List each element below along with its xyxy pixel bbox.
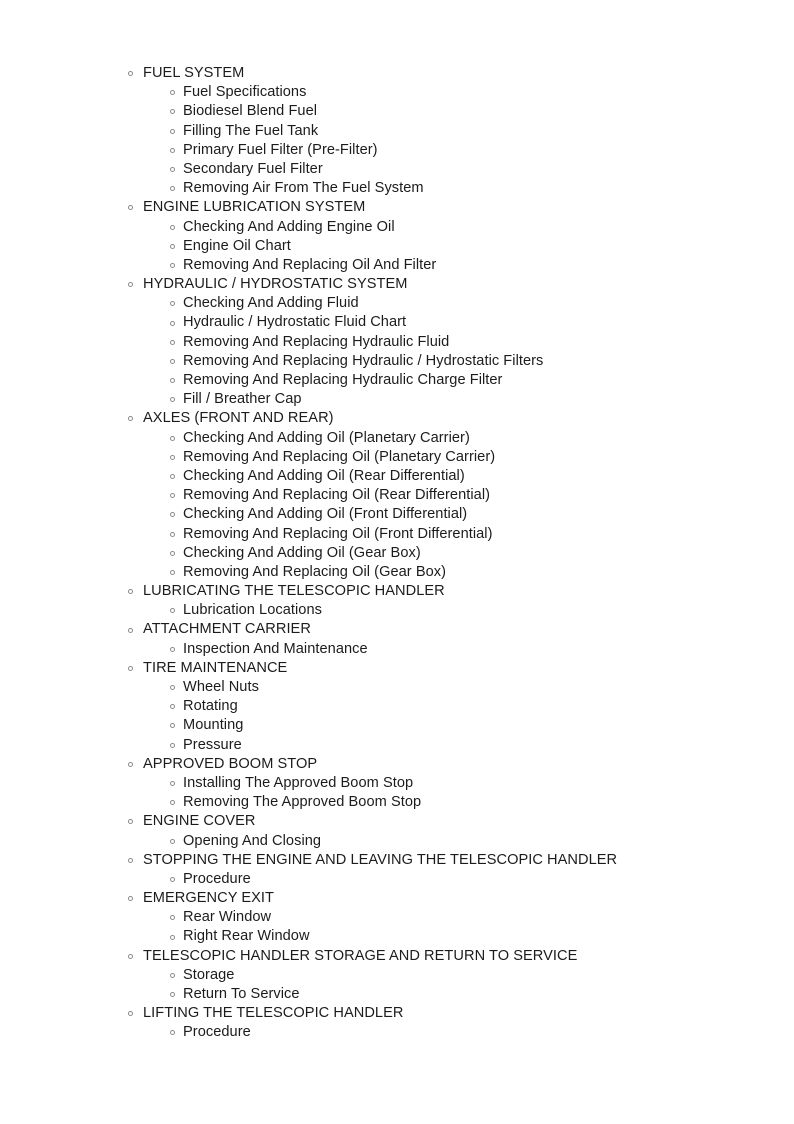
subsection-item: [170, 256, 617, 275]
toc-section: [128, 851, 617, 889]
hollow-bullet-icon: [128, 282, 133, 287]
section-title: LIFTING THE TELESCOPIC HANDLER: [143, 1005, 404, 1022]
subsection-label: Removing Air From The Fuel System: [183, 180, 424, 197]
subsection-item: [170, 505, 617, 524]
hollow-bullet-icon: [170, 340, 175, 345]
toc-section: [128, 198, 617, 275]
section-title: TELESCOPIC HANDLER STORAGE AND RETURN TO SERVICE: [143, 947, 578, 964]
subsection-label: Removing The Approved Boom Stop: [183, 794, 422, 811]
subsection-label: Removing And Replacing Oil (Gear Box): [183, 563, 447, 580]
hollow-bullet-icon: [170, 723, 175, 728]
section-heading-row: [128, 198, 617, 217]
subsection-item: [170, 122, 617, 141]
section-heading-row: [128, 1004, 617, 1023]
subsection-list: [128, 678, 617, 755]
subsection-label: Removing And Replacing Hydraulic Fluid: [183, 333, 450, 350]
hollow-bullet-icon: [170, 109, 175, 114]
subsection-item: [170, 371, 617, 390]
subsection-label: Checking And Adding Oil (Rear Differential): [183, 467, 465, 484]
hollow-bullet-icon: [170, 570, 175, 575]
hollow-bullet-icon: [170, 225, 175, 230]
subsection-list: [128, 966, 617, 1004]
subsection-item: [170, 716, 617, 735]
hollow-bullet-icon: [128, 819, 133, 824]
subsection-item: [170, 352, 617, 371]
hollow-bullet-icon: [170, 129, 175, 134]
subsection-item: [170, 678, 617, 697]
hollow-bullet-icon: [170, 359, 175, 364]
hollow-bullet-icon: [170, 704, 175, 709]
hollow-bullet-icon: [128, 71, 133, 76]
subsection-label: Procedure: [183, 870, 251, 887]
hollow-bullet-icon: [170, 839, 175, 844]
section-heading-row: [128, 659, 617, 678]
hollow-bullet-icon: [128, 762, 133, 767]
subsection-item: [170, 102, 617, 121]
subsection-label: Storage: [183, 966, 235, 983]
section-title: FUEL SYSTEM: [143, 65, 245, 81]
subsection-item: [170, 544, 617, 563]
subsection-item: [170, 390, 617, 409]
toc-section: [128, 889, 617, 947]
subsection-label: Right Rear Window: [183, 928, 310, 945]
subsection-item: [170, 486, 617, 505]
subsection-list: [128, 870, 617, 889]
section-heading-row: [128, 889, 617, 908]
hollow-bullet-icon: [170, 493, 175, 498]
toc-section: [128, 409, 617, 582]
hollow-bullet-icon: [170, 1030, 175, 1035]
section-heading-row: [128, 64, 617, 83]
subsection-label: Lubrication Locations: [183, 602, 322, 619]
subsection-item: [170, 774, 617, 793]
hollow-bullet-icon: [170, 90, 175, 95]
hollow-bullet-icon: [170, 877, 175, 882]
section-title: TIRE MAINTENANCE: [143, 659, 288, 676]
section-title: ENGINE COVER: [143, 813, 256, 830]
hollow-bullet-icon: [170, 915, 175, 920]
section-title: EMERGENCY EXIT: [143, 890, 274, 907]
subsection-item: [170, 927, 617, 946]
subsection-label: Removing And Replacing Hydraulic / Hydrostatic Filters: [183, 352, 544, 369]
hollow-bullet-icon: [170, 167, 175, 172]
subsection-item: [170, 601, 617, 620]
hollow-bullet-icon: [170, 263, 175, 268]
subsection-label: Pressure: [183, 736, 242, 753]
hollow-bullet-icon: [128, 628, 133, 633]
hollow-bullet-icon: [170, 378, 175, 383]
subsection-item: [170, 467, 617, 486]
hollow-bullet-icon: [170, 935, 175, 940]
subsection-item: [170, 870, 617, 889]
subsection-list: [128, 640, 617, 659]
subsection-label: Opening And Closing: [183, 832, 322, 849]
subsection-item: [170, 160, 617, 179]
section-title: AXLES (FRONT AND REAR): [143, 410, 334, 427]
section-title: STOPPING THE ENGINE AND LEAVING THE TELESCOPIC HANDLER: [143, 851, 618, 868]
subsection-label: Wheel Nuts: [183, 679, 259, 695]
subsection-label: Checking And Adding Oil (Gear Box): [183, 544, 421, 561]
subsection-item: [170, 218, 617, 237]
subsection-label: Checking And Adding Fluid: [183, 295, 359, 312]
subsection-item: [170, 640, 617, 659]
toc-section: [128, 620, 617, 658]
section-heading-row: [128, 409, 617, 428]
section-title: LUBRICATING THE TELESCOPIC HANDLER: [143, 583, 445, 600]
subsection-label: Checking And Adding Oil (Planetary Carrier): [183, 429, 470, 446]
hollow-bullet-icon: [170, 186, 175, 191]
hollow-bullet-icon: [128, 858, 133, 863]
subsection-item: [170, 294, 617, 313]
subsection-label: Secondary Fuel Filter: [183, 160, 323, 177]
toc-section: [128, 1004, 617, 1042]
subsection-item: [170, 333, 617, 352]
toc-section: [128, 64, 617, 198]
subsection-item: [170, 908, 617, 927]
subsection-label: Hydraulic / Hydrostatic Fluid Chart: [183, 314, 407, 331]
hollow-bullet-icon: [170, 474, 175, 479]
table-of-contents: [128, 64, 617, 1043]
subsection-item: [170, 697, 617, 716]
hollow-bullet-icon: [170, 301, 175, 306]
toc-section: [128, 755, 617, 813]
subsection-label: Filling The Fuel Tank: [183, 122, 319, 139]
subsection-item: [170, 448, 617, 467]
hollow-bullet-icon: [128, 1011, 133, 1016]
subsection-label: Rear Window: [183, 909, 272, 926]
subsection-list: [128, 294, 617, 409]
subsection-list: [128, 83, 617, 198]
section-heading-row: [128, 582, 617, 601]
subsection-list: [128, 832, 617, 851]
section-heading-row: [128, 947, 617, 966]
section-heading-row: [128, 755, 617, 774]
subsection-item: [170, 313, 617, 332]
hollow-bullet-icon: [128, 666, 133, 671]
subsection-label: Removing And Replacing Oil And Filter: [183, 256, 437, 273]
toc-section: [128, 812, 617, 850]
subsection-label: Biodiesel Blend Fuel: [183, 103, 318, 120]
subsection-item: [170, 563, 617, 582]
subsection-label: Removing And Replacing Oil (Rear Differential): [183, 487, 491, 504]
section-heading-row: [128, 275, 617, 294]
subsection-item: [170, 141, 617, 160]
hollow-bullet-icon: [128, 205, 133, 210]
section-heading-row: [128, 851, 617, 870]
toc-section: [128, 659, 617, 755]
subsection-label: Removing And Replacing Oil (Front Differential): [183, 525, 493, 542]
subsection-label: Primary Fuel Filter (Pre-Filter): [183, 141, 378, 158]
subsection-item: [170, 525, 617, 544]
subsection-item: [170, 793, 617, 812]
subsection-list: [128, 218, 617, 276]
hollow-bullet-icon: [170, 800, 175, 805]
subsection-item: [170, 83, 617, 102]
section-title: ATTACHMENT CARRIER: [143, 621, 311, 638]
hollow-bullet-icon: [128, 416, 133, 421]
hollow-bullet-icon: [170, 532, 175, 537]
hollow-bullet-icon: [170, 973, 175, 978]
hollow-bullet-icon: [170, 992, 175, 997]
section-title: APPROVED BOOM STOP: [143, 755, 318, 772]
subsection-label: Procedure: [183, 1024, 251, 1041]
subsection-item: [170, 985, 617, 1004]
hollow-bullet-icon: [170, 512, 175, 517]
toc-section: [128, 275, 617, 409]
hollow-bullet-icon: [170, 244, 175, 249]
toc-section: [128, 582, 617, 620]
subsection-label: Engine Oil Chart: [183, 237, 291, 254]
hollow-bullet-icon: [170, 781, 175, 786]
subsection-label: Return To Service: [183, 986, 300, 1002]
hollow-bullet-icon: [170, 148, 175, 153]
hollow-bullet-icon: [128, 589, 133, 594]
subsection-label: Installing The Approved Boom Stop: [183, 774, 414, 791]
section-heading-row: [128, 812, 617, 831]
hollow-bullet-icon: [170, 321, 175, 326]
hollow-bullet-icon: [170, 436, 175, 441]
subsection-list: [128, 908, 617, 946]
subsection-label: Fill / Breather Cap: [183, 391, 302, 408]
subsection-item: [170, 429, 617, 448]
subsection-item: [170, 179, 617, 198]
hollow-bullet-icon: [170, 647, 175, 652]
hollow-bullet-icon: [170, 397, 175, 402]
subsection-list: [128, 601, 617, 620]
subsection-item: [170, 1023, 617, 1042]
hollow-bullet-icon: [170, 608, 175, 613]
subsection-label: Checking And Adding Oil (Front Differential): [183, 506, 468, 523]
section-title: HYDRAULIC / HYDROSTATIC SYSTEM: [143, 276, 408, 293]
subsection-item: [170, 832, 617, 851]
subsection-list: [128, 429, 617, 583]
subsection-label: Removing And Replacing Oil (Planetary Carrier): [183, 448, 496, 465]
section-title: ENGINE LUBRICATION SYSTEM: [143, 199, 366, 216]
subsection-label: Inspection And Maintenance: [183, 640, 368, 657]
hollow-bullet-icon: [170, 551, 175, 556]
hollow-bullet-icon: [128, 954, 133, 959]
toc-section: [128, 947, 617, 1005]
hollow-bullet-icon: [128, 896, 133, 901]
subsection-item: [170, 966, 617, 985]
subsection-label: Fuel Specifications: [183, 84, 307, 101]
subsection-label: Mounting: [183, 717, 244, 734]
subsection-label: Removing And Replacing Hydraulic Charge Filter: [183, 372, 503, 388]
hollow-bullet-icon: [170, 685, 175, 690]
subsection-label: Checking And Adding Engine Oil: [183, 218, 395, 235]
subsection-list: [128, 774, 617, 812]
subsection-item: [170, 736, 617, 755]
hollow-bullet-icon: [170, 455, 175, 460]
section-heading-row: [128, 620, 617, 639]
subsection-label: Rotating: [183, 698, 238, 715]
hollow-bullet-icon: [170, 743, 175, 748]
subsection-list: [128, 1023, 617, 1042]
subsection-item: [170, 237, 617, 256]
